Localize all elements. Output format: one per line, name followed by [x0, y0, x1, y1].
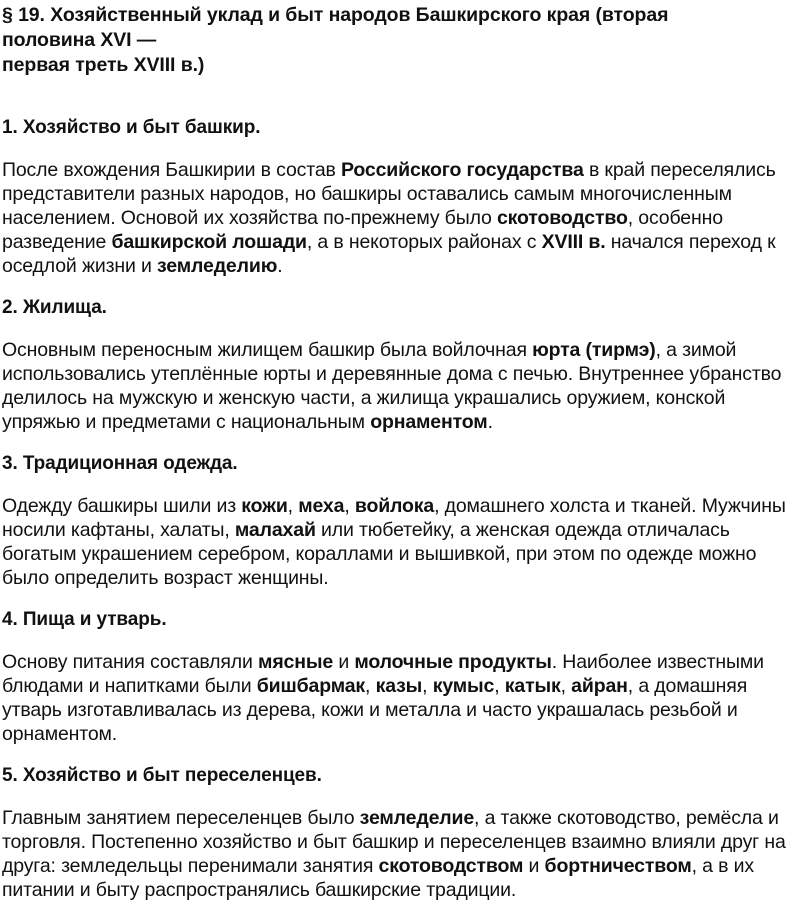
text-run: ,	[287, 495, 299, 517]
title-line: § 19. Хозяйственный уклад и быт народов Башкирского края (вторая	[2, 4, 669, 26]
bold-term: айран	[571, 675, 628, 697]
text-run: После вхождения Башкирии в состав	[2, 159, 342, 181]
bold-term: орнаментом	[370, 411, 488, 433]
text-run: , домашнего холста и тканей. Мужчины носили кафтаны, халаты,	[2, 495, 786, 541]
bold-term: катык	[504, 675, 561, 697]
section-heading: 2. Жилища.	[2, 297, 107, 318]
bold-term: меха	[298, 495, 345, 517]
bold-term: башкирской лошади	[111, 231, 307, 253]
text-run: или тюбетейку, а женская одежда отличалась богатым украшением серебром, кораллами и вышивкой, при этом по одежде можно было определить возраст женщины.	[2, 519, 757, 589]
bold-term: молочные продукты	[354, 651, 552, 673]
text-run: , особенно разведение	[2, 207, 723, 253]
text-run: .	[487, 411, 493, 433]
text-run: , а в некоторых районах с	[306, 231, 542, 253]
bold-term: бишбармак	[256, 675, 366, 697]
bold-term: земледелие	[359, 807, 475, 829]
text-run: ,	[344, 495, 355, 517]
section-paragraph	[2, 806, 798, 902]
section-4	[2, 608, 798, 746]
document-page	[2, 0, 798, 902]
text-run: и	[523, 855, 545, 877]
bold-term: кожи	[241, 495, 288, 517]
section-2	[2, 296, 798, 434]
text-run: . Наиболее известными блюдами и напитками были	[2, 651, 764, 697]
bold-term: юрта (тирмэ)	[532, 339, 656, 361]
section-heading: 5. Хозяйство и быт переселенцев.	[2, 765, 322, 786]
section-paragraph	[2, 158, 798, 278]
bold-term: XVIII в.	[541, 231, 606, 253]
text-run: ,	[365, 675, 376, 697]
bold-term: скотоводство	[496, 207, 628, 229]
text-run: Основу питания составляли	[2, 651, 259, 673]
text-run: .	[277, 255, 283, 277]
section-3	[2, 452, 798, 590]
bold-term: войлока	[354, 495, 435, 517]
text-run: , а домашняя утварь изготавливалась из дерева, кожи и металла и часто украшалась резьбой и орнаментом.	[2, 675, 748, 745]
section-heading: 4. Пища и утварь.	[2, 609, 167, 630]
section-paragraph	[2, 338, 798, 434]
text-run: ,	[422, 675, 433, 697]
text-run: Главным занятием переселенцев было	[2, 807, 360, 829]
bold-term: земледелию	[157, 255, 278, 277]
bold-term: малахай	[234, 519, 316, 541]
text-run: и	[333, 651, 355, 673]
bold-term: мясные	[258, 651, 334, 673]
section-paragraph	[2, 494, 798, 590]
title-line: первая треть XVIII в.)	[2, 54, 205, 76]
section-heading: 1. Хозяйство и быт башкир.	[2, 117, 261, 138]
text-run: Одежду башкиры шили из	[2, 495, 242, 517]
bold-term: бортничеством	[544, 855, 692, 877]
bold-term: казы	[375, 675, 423, 697]
section-1	[2, 116, 798, 278]
section-heading: 3. Традиционная одежда.	[2, 453, 238, 474]
text-run: Основным переносным жилищем башкир была войлочная	[2, 339, 533, 361]
text-run: в край переселялись представители разных народов, но башкиры оставались самым многочисленным населением. Основой их хозяйства по-прежнему было	[2, 159, 776, 229]
text-run: ,	[494, 675, 505, 697]
text-run: , а в их питании и быту распространялись башкирские традиции.	[2, 855, 754, 901]
text-run: начался переход к оседлой жизни и	[2, 231, 776, 277]
page-title	[2, 3, 798, 78]
text-run: , а зимой использовались утеплённые юрты и деревянные дома с печью. Внутреннее убранство делилось на мужскую и женскую части, а жилища украшались оружием, конской упряжью и предметами с национальным	[2, 339, 782, 433]
section-5	[2, 764, 798, 902]
text-run: ,	[560, 675, 572, 697]
bold-term: кумыс	[432, 675, 495, 697]
bold-term: Российского государства	[341, 159, 584, 181]
text-run: , а также скотоводство, ремёсла и торговля. Постепенно хозяйство и быт башкир и переселенцев взаимно влияли друг на друга: земледельцы перенимали занятия	[2, 807, 786, 877]
section-paragraph	[2, 650, 798, 746]
bold-term: скотоводством	[378, 855, 524, 877]
title-line: половина XVI —	[2, 29, 157, 51]
